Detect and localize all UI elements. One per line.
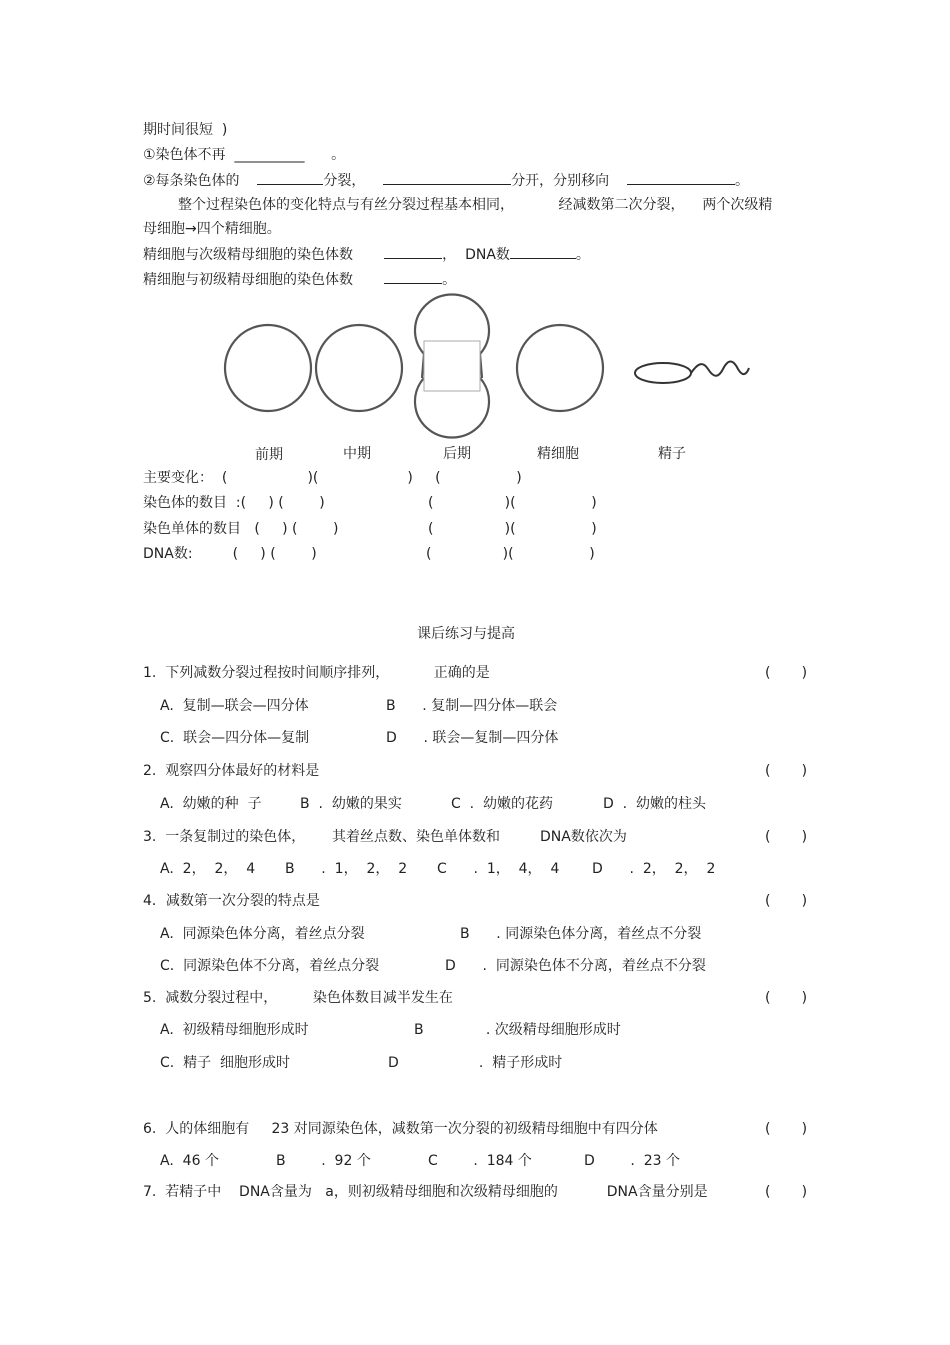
question-1-stem: 1. 下列减数分裂过程按时间顺序排列， 正确的是 (143, 665, 490, 681)
table-row-chromatid-count: 染色单体的数目 ( ) ( ) (143, 521, 339, 537)
question-1-answer-paren: ( ) (765, 665, 808, 681)
intro-line-2-text: ①染色体不再 (143, 147, 226, 163)
question-3-answer-paren: ( ) (765, 829, 808, 845)
question-1-option-c: C. 联会—四分体—复制 (160, 730, 310, 746)
question-3-option-c: C . 1， 4， 4 (437, 861, 560, 877)
metaphase-cell (316, 325, 402, 411)
fill-blank-7 (384, 270, 442, 284)
question-3-stem: 3. 一条复制过的染色体， 其着丝点数、染色单体数和 DNA数依次为 (143, 829, 627, 845)
compare-2-end: 。 (442, 272, 457, 288)
fill-blank-1: __________ (234, 147, 305, 163)
prophase-cell (225, 325, 311, 411)
question-4-option-d: D . 同源染色体不分离，着丝点不分裂 (445, 958, 706, 974)
question-6-option-a: A. 46 个 (160, 1153, 219, 1169)
anaphase-cell (415, 294, 489, 437)
spermatid-cell (517, 325, 603, 411)
para-1-line-1 (178, 196, 772, 214)
compare-1-text: 精细胞与次级精母细胞的染色体数 (143, 247, 353, 263)
question-7-answer-paren: ( ) (765, 1184, 808, 1200)
compare-2-text: 精细胞与初级精母细胞的染色体数 (143, 272, 353, 288)
compare-line-1 (143, 245, 590, 264)
intro-line-3-c: 分开，分别移向 (511, 173, 610, 189)
question-5-option-d: D . 精子形成时 (388, 1055, 563, 1071)
question-6-option-c: C . 184 个 (428, 1153, 532, 1169)
para-1-part-c: 两个次级精 (702, 197, 773, 213)
para-1-part-a: 整个过程染色体的变化特点与有丝分裂过程基本相同， (178, 197, 514, 213)
compare-1-dna: DNA数 (465, 247, 510, 263)
fill-blank-5 (384, 245, 442, 259)
fill-blank-3 (383, 171, 511, 185)
question-4-option-a: A. 同源染色体分离，着丝点分裂 (160, 926, 365, 942)
question-2-option-d: D . 幼嫩的柱头 (603, 796, 707, 812)
question-6-stem: 6. 人的体细胞有 23 对同源染色体，减数第一次分裂的初级精母细胞中有四分体 (143, 1121, 658, 1137)
question-4-answer-paren: ( ) (765, 893, 808, 909)
question-4-stem: 4．减数第一次分裂的特点是 (143, 893, 320, 909)
question-5-answer-paren: ( ) (765, 990, 808, 1006)
question-1-option-b: B . 复制—四分体—联会 (386, 698, 558, 714)
question-3-option-d: D . 2， 2， 2 (592, 861, 716, 877)
fill-blank-4 (627, 171, 735, 185)
intro-line-2-end: 。 (331, 147, 346, 163)
label-sperm: 精子 (658, 446, 686, 462)
question-3-option-a: A. 2， 2， 4 (160, 861, 256, 877)
fill-blank-6 (510, 245, 576, 259)
question-4-option-c: C. 同源染色体不分离，着丝点分裂 (160, 958, 380, 974)
para-1-part-b: 经减数第二次分裂， (558, 197, 685, 213)
intro-line-3-d: 。 (735, 173, 749, 189)
question-1-option-d: D . 联会—复制—四分体 (386, 730, 559, 746)
para-1-line-2: 母细胞→四个精细胞。 (143, 221, 281, 237)
table-row-chromosome-count: 染色体的数目 :( ) ( ) (143, 495, 325, 511)
table-row-dna-count: DNA数: ( ) ( ) (143, 546, 317, 562)
sperm-cell (635, 362, 749, 384)
intro-line-3-a: ②每条染色体的 (143, 173, 240, 189)
question-7-stem: 7. 若精子中 DNA含量为 a，则初级精母细胞和次级精母细胞的 DNA含量分别是 (143, 1184, 708, 1200)
question-5-option-b: B . 次级精母细胞形成时 (414, 1022, 621, 1038)
anaphase-inner-box (424, 341, 480, 391)
label-metaphase: 中期 (343, 446, 371, 462)
question-6-option-b: B . 92 个 (276, 1153, 371, 1169)
label-prophase: 前期 (255, 447, 283, 463)
table-row-chromosome-count-b: ( )( ) (428, 495, 597, 511)
question-6-answer-paren: ( ) (765, 1121, 808, 1137)
intro-line-2 (143, 146, 345, 164)
section-title: 课后练习与提高 (417, 626, 515, 642)
table-row-main-changes: 主要变化： ( )( ) ( ) (143, 470, 522, 486)
question-1-option-a: A. 复制—联会—四分体 (160, 698, 309, 714)
question-5-stem: 5. 减数分裂过程中， 染色体数目减半发生在 (143, 990, 453, 1006)
question-2-option-b: B . 幼嫩的果实 (300, 796, 402, 812)
compare-line-2 (143, 270, 456, 289)
question-5-option-a: A. 初级精母细胞形成时 (160, 1022, 309, 1038)
question-5-option-c: C. 精子 细胞形成时 (160, 1055, 291, 1071)
label-spermatid: 精细胞 (537, 446, 579, 462)
question-4-option-b: B . 同源染色体分离，着丝点不分裂 (460, 926, 702, 942)
question-2-option-a: A. 幼嫩的种 子 (160, 796, 262, 812)
intro-line-3 (143, 171, 749, 190)
question-2-option-c: C . 幼嫩的花药 (451, 796, 554, 812)
intro-line-3-b: 分裂， (323, 173, 366, 189)
table-row-dna-count-b: ( )( ) (426, 546, 595, 562)
question-2-answer-paren: ( ) (765, 763, 808, 779)
compare-1-end: 。 (575, 247, 590, 263)
question-2-stem: 2. 观察四分体最好的材料是 (143, 763, 320, 779)
question-3-option-b: B . 1， 2， 2 (285, 861, 408, 877)
question-6-option-d: D . 23 个 (584, 1153, 680, 1169)
label-anaphase: 后期 (443, 446, 471, 462)
intro-line-1: 期时间很短 ) (143, 122, 228, 138)
fill-blank-2 (257, 171, 323, 185)
compare-1-comma: ， (442, 247, 457, 263)
table-row-chromatid-count-b: ( )( ) (428, 521, 597, 537)
